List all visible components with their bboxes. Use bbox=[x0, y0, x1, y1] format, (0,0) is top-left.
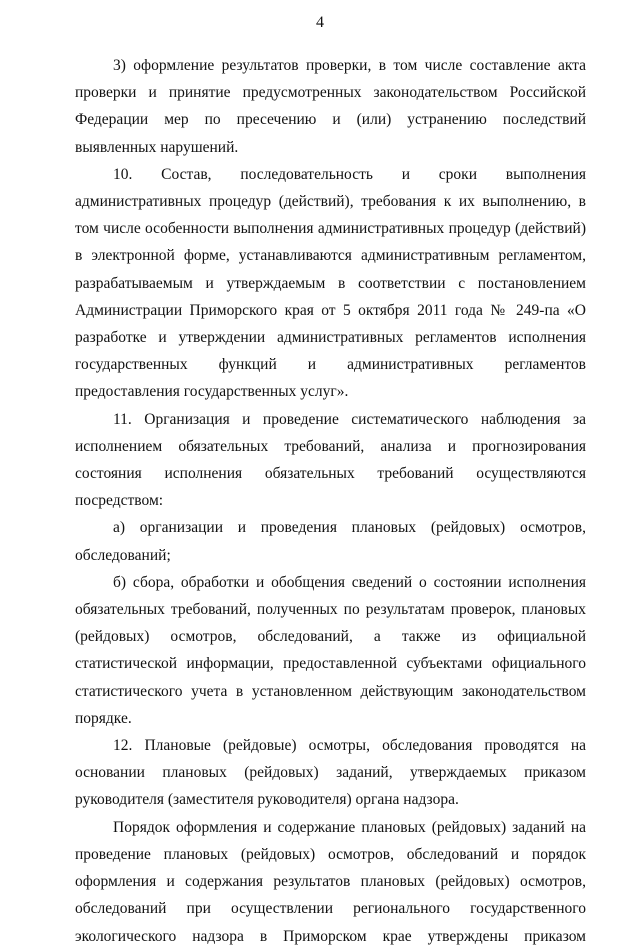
paragraph-item-b: б) сбора, обработки и обобщения сведений о состоянии исполнения обязательных требований, полученных по результатам проверок, плановых (рейдовых) осмотров, обследований, а также из официальной статистической информации, предоставленной субъектами официального статистического учета в установленном действующим законодательством порядке. bbox=[75, 573, 586, 727]
paragraph-item-a: а) организации и проведения плановых (рейдовых) осмотров, обследований; bbox=[75, 519, 586, 564]
paragraph-clause-11: 11. Организация и проведение систематического наблюдения за исполнением обязательных требований, анализа и прогнозирования состояния исполнения обязательных требований осуществляются посредством: bbox=[75, 410, 586, 510]
paragraph-procedure: Порядок оформления и содержание плановых (рейдовых) заданий на проведение плановых (рейдовых) осмотров, обследований и порядок оформления и содержания результатов плановых (рейдовых) осмотров, обследований при осуществлении регионального государственного экологического надзора в Приморском крае утверждены приказом bbox=[75, 818, 586, 945]
paragraph-clause-10: 10. Состав, последовательность и сроки выполнения административных процедур (действий), требования к их выполнению, в том числе особенности выполнения административных процедур (действий) в электронной форме, устанавливаются административным регламентом, разрабатываемым и утверждаемым в соответствии с постановлением Администрации Приморского края от 5 октября 2011 года № 249-па «О разработке и утверждении административных регламентов исполнения государственных функций и административных регламентов предоставления государственных услуг». bbox=[75, 165, 586, 401]
paragraph-clause-12: 12. Плановые (рейдовые) осмотры, обследования проводятся на основании плановых (рейдовых) заданий, утверждаемых приказом руководителя (заместителя руководителя) органа надзора. bbox=[75, 737, 586, 809]
paragraph-item-3: 3) оформление результатов проверки, в том числе составление акта проверки и принятие предусмотренных законодательством Российской Федерации мер по пресечению и (или) устранению последствий выявленных нарушений. bbox=[75, 57, 586, 156]
page-number: 4 bbox=[316, 14, 324, 31]
document-body bbox=[75, 52, 586, 950]
